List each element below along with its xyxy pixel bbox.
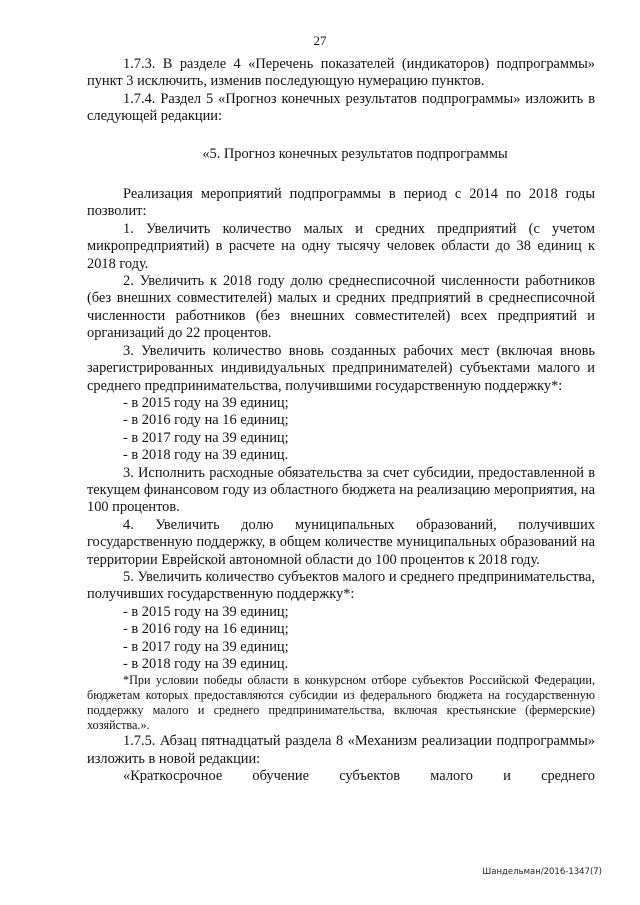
section-heading: «5. Прогноз конечных результатов подпрограммы — [202, 145, 508, 162]
document-body — [87, 56, 595, 786]
paragraph-1-7-4: 1.7.4. Раздел 5 «Прогноз конечных результатов подпрограммы» изложить в следующей редакции: — [87, 90, 595, 125]
list-item: - в 2016 году на 16 единиц; — [123, 412, 289, 429]
intro-paragraph: Реализация мероприятий подпрограммы в период с 2014 по 2018 годы позволит: — [87, 186, 595, 220]
list-item: - в 2017 году на 39 единиц; — [123, 429, 289, 446]
list-item: - в 2018 году на 39 единиц. — [123, 656, 289, 672]
item-2: 2. Увеличить к 2018 году долю среднесписочной численности работников (без внешних совместителей) малых и средних предприятий в среднесписочной численности работников (без внешних совместителей) всех предприятий и организаций до 22 процентов. — [87, 273, 595, 342]
list-item: - в 2018 году на 39 единиц. — [123, 447, 289, 464]
footnote: *При условии победы области в конкурсном отборе субъектов Российской Федерации, бюджетам которых предоставляются субсидии из федерального бюджета на государственную поддержку малого и среднего предпринимательства, включая крестьянские (фермерские) хозяйства.». — [87, 673, 595, 733]
item-3b: 3. Исполнить расходные обязательства за счет субсидии, предоставленной в текущем финансовом году из областного бюджета на реализацию мероприятия, на 100 процентов. — [87, 464, 595, 516]
year-list-b — [87, 604, 595, 674]
item-5: 5. Увеличить количество субъектов малого и среднего предпринимательства, получивших государственную поддержку*: — [87, 568, 595, 603]
paragraph-1-7-5: 1.7.5. Абзац пятнадцатый раздела 8 «Механизм реализации подпрограммы» изложить в новой редакции: — [87, 733, 595, 767]
year-list-a — [87, 395, 595, 465]
item-3: 3. Увеличить количество вновь созданных рабочих мест (включая вновь зарегистрированных индивидуальных предпринимателей) субъектами малого и среднего предпринимательства, получившими государственную поддержку*: — [87, 342, 595, 394]
list-item: - в 2015 году на 39 единиц; — [123, 603, 289, 620]
page-number: 27 — [313, 33, 327, 48]
last-line: «Краткосрочное обучение субъектов малого и среднего — [123, 768, 595, 785]
footer-code: Шандельман/2016-1347(7) — [482, 866, 602, 877]
item-4: 4. Увеличить долю муниципальных образований, получивших государственную поддержку, в общем количестве муниципальных образований на территории Еврейской автономной области до 100 процентов к 2018 году. — [87, 516, 595, 568]
list-item: - в 2015 году на 39 единиц; — [123, 394, 289, 411]
list-item: - в 2017 году на 39 единиц; — [123, 638, 289, 655]
item-1: 1. Увеличить количество малых и средних предприятий (с учетом микропредприятий) в расчете на одну тысячу человек области до 38 единиц к 2018 году. — [87, 220, 595, 272]
list-item: - в 2016 году на 16 единиц; — [123, 621, 289, 638]
paragraph-1-7-3: 1.7.3. В разделе 4 «Перечень показателей (индикаторов) подпрограммы» пункт 3 исключить, изменив последующую нумерацию пунктов. — [87, 56, 595, 90]
